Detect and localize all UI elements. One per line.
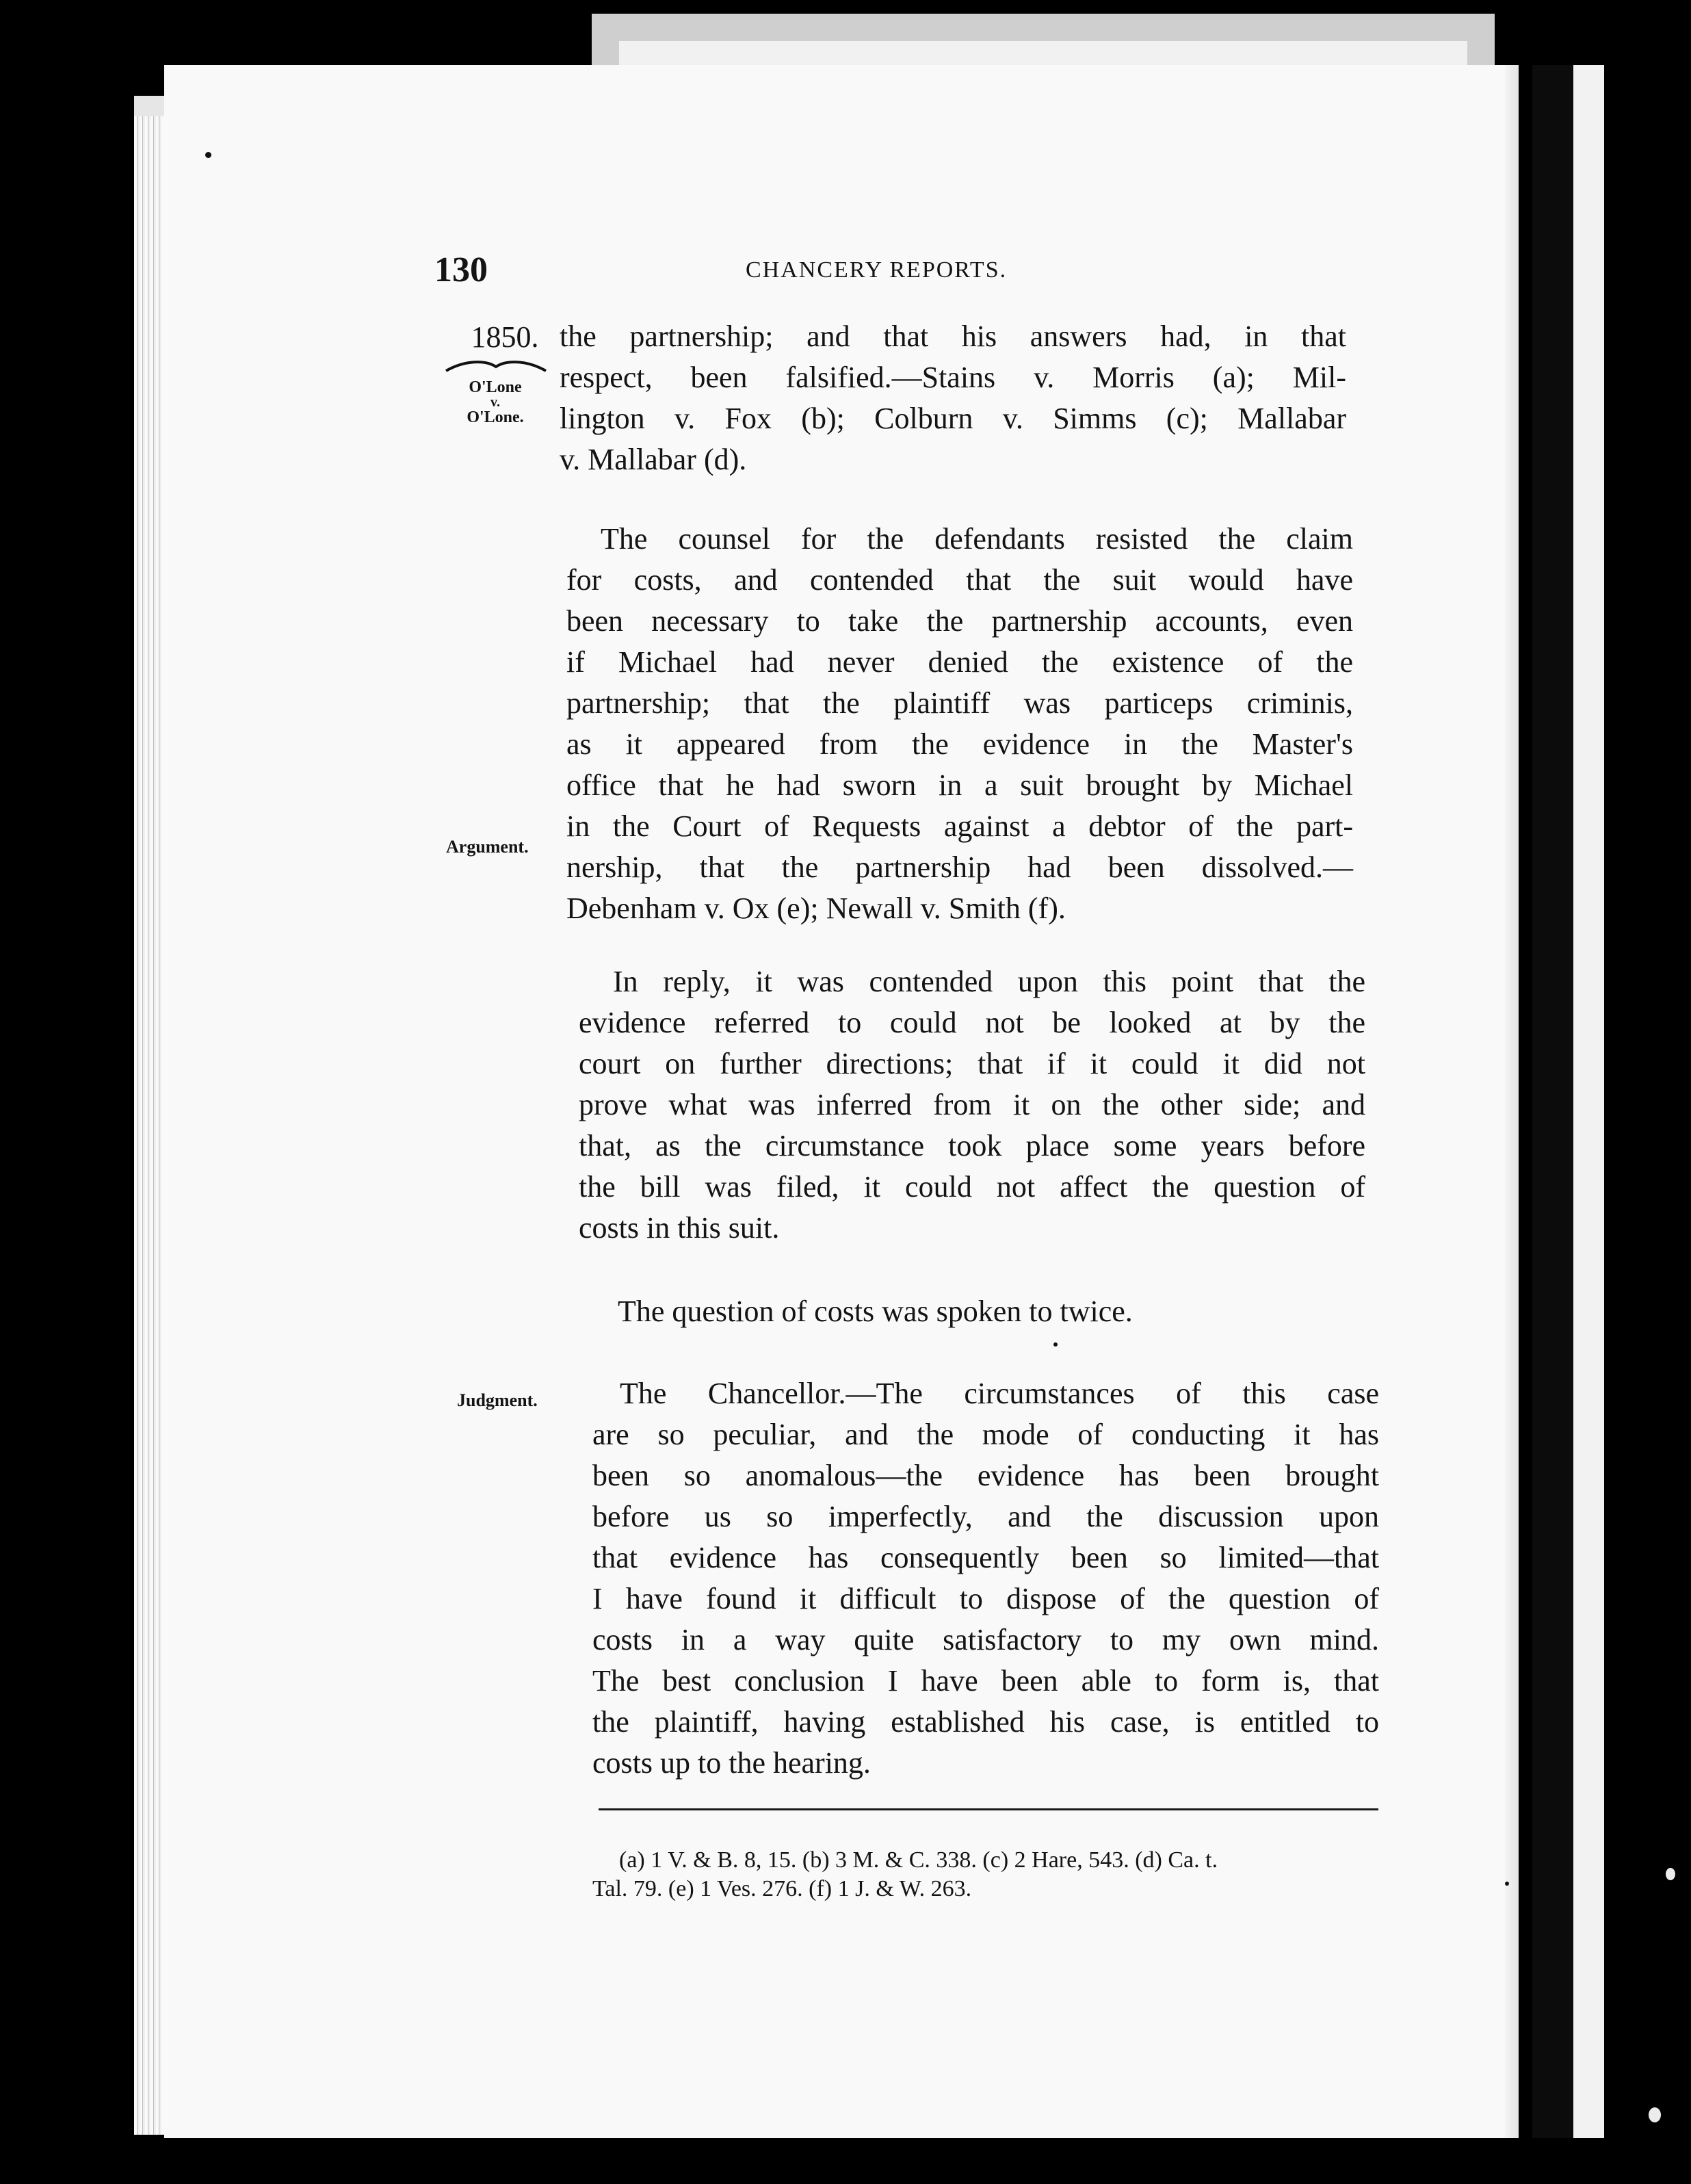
case-name	[457, 378, 534, 427]
text-line: Debenham v. Ox (e); Newall v. Smith (f).	[566, 892, 1066, 925]
case-name-line2: O'Lone.	[467, 408, 524, 426]
paragraph-2	[566, 519, 1353, 929]
text-line: been so anomalous—the evidence has been brought	[592, 1459, 1379, 1492]
text-line: the partnership; and that his answers had, in that	[560, 320, 1346, 353]
running-head: CHANCERY REPORTS.	[746, 257, 1008, 283]
text-line: that, as the circumstance took place some years before	[579, 1129, 1365, 1162]
text-line: that evidence has consequently been so limited—that	[592, 1541, 1379, 1574]
text-line: I have found it difficult to dispose of the question of	[592, 1582, 1379, 1615]
paragraph-3	[579, 961, 1365, 1249]
text-line: before us so imperfectly, and the discussion upon	[592, 1500, 1379, 1533]
footnote-line-1: (a) 1 V. & B. 8, 15. (b) 3 M. & C. 338. (c) 2 Hare, 543. (d) Ca. t.	[619, 1847, 1218, 1873]
text-line: costs up to the hearing.	[592, 1746, 871, 1780]
text-line: v. Mallabar (d).	[560, 443, 747, 476]
text-line: in the Court of Requests against a debtor of the part-	[566, 809, 1353, 843]
brace-ornament	[445, 357, 547, 374]
paragraph-5	[592, 1373, 1379, 1784]
text-line: the bill was filed, it could not affect the question of	[579, 1170, 1365, 1204]
text-line: court on further directions; that if it could it did not	[579, 1047, 1365, 1080]
speck	[205, 152, 211, 158]
text-line: the plaintiff, having established his case, is entitled to	[592, 1705, 1379, 1739]
text-line: costs in this suit.	[579, 1211, 780, 1245]
text-line: The Chancellor.—The circumstances of this case	[620, 1377, 1379, 1410]
footnote-rule	[599, 1808, 1378, 1810]
paragraph-4	[618, 1291, 1370, 1332]
text-line: for costs, and contended that the suit would have	[566, 563, 1353, 597]
text-line: office that he had sworn in a suit brought by Michael	[566, 768, 1353, 802]
argument-sidenote: Argument.	[446, 837, 529, 857]
page-number: 130	[434, 250, 488, 289]
facing-page-edge	[1573, 65, 1604, 2138]
text-line: been necessary to take the partnership accounts, even	[566, 604, 1353, 638]
margin-year: 1850.	[471, 320, 539, 354]
text-line: The best conclusion I have been able to form is, that	[592, 1664, 1379, 1698]
text-line: respect, been falsified.—Stains v. Morris (a); Mil-	[560, 361, 1346, 394]
text-line: partnership; that the plaintiff was particeps criminis,	[566, 686, 1353, 720]
judgment-sidenote: Judgment.	[457, 1390, 538, 1410]
speck	[1649, 2107, 1661, 2122]
speck	[1666, 1868, 1675, 1880]
text-line: In reply, it was contended upon this point that the	[613, 965, 1365, 998]
speck	[1053, 1342, 1058, 1347]
speck	[1505, 1882, 1509, 1886]
text-line: The counsel for the defendants resisted the claim	[601, 522, 1353, 556]
text-line: The question of costs was spoken to twice.	[618, 1295, 1133, 1328]
paragraph-1	[560, 316, 1346, 480]
text-line: prove what was inferred from it on the other side; and	[579, 1088, 1365, 1121]
text-line: are so peculiar, and the mode of conducting it has	[592, 1418, 1379, 1451]
text-line: costs in a way quite satisfactory to my own mind.	[592, 1623, 1379, 1656]
case-name-line1: O'Lone	[469, 378, 522, 396]
text-line: evidence referred to could not be looked at by the	[579, 1006, 1365, 1039]
text-line: as it appeared from the evidence in the Master's	[566, 727, 1353, 761]
text-line: lington v. Fox (b); Colburn v. Simms (c); Mallabar	[560, 402, 1346, 435]
footnote-line-2: Tal. 79. (e) 1 Ves. 276. (f) 1 J. & W. 263.	[592, 1876, 972, 1901]
binding-shadow	[1532, 65, 1573, 2138]
text-line: if Michael had never denied the existence of the	[566, 645, 1353, 679]
text-line: nership, that the partnership had been dissolved.—	[566, 850, 1353, 884]
case-versus: v.	[490, 395, 500, 410]
